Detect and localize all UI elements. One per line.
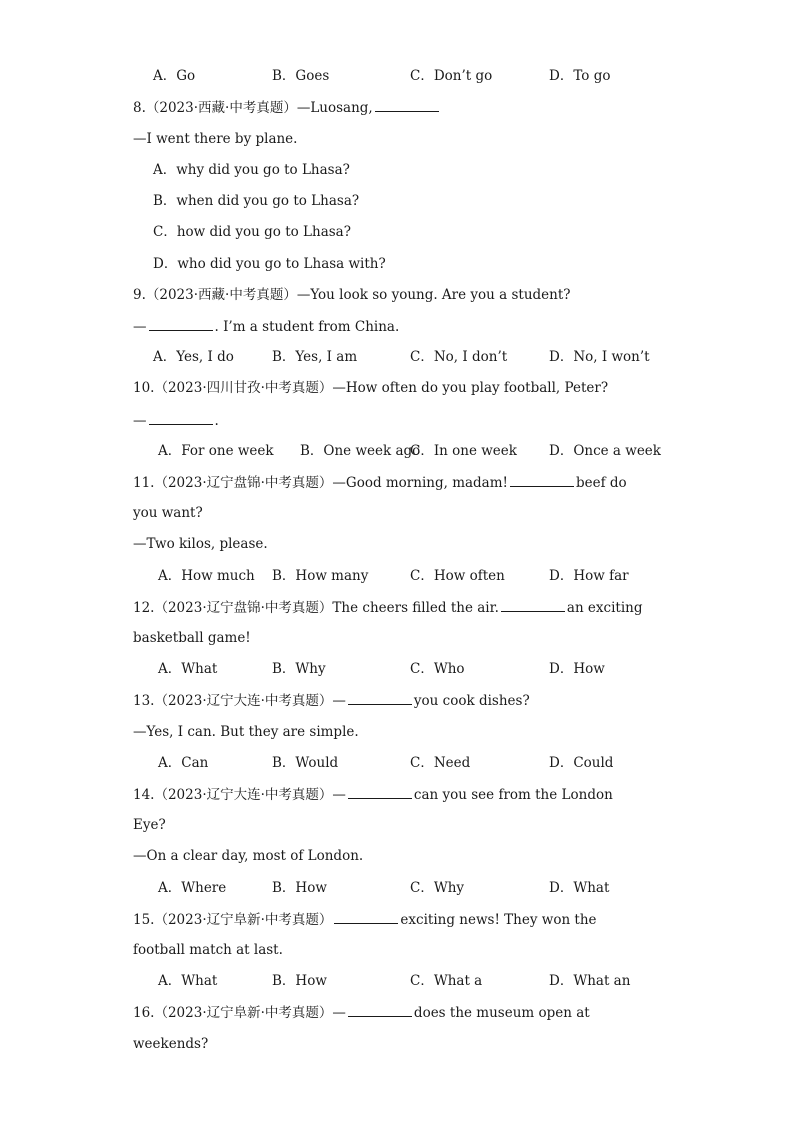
- question-14-options: [0, 879, 794, 897]
- question-stem-text: an exciting: [566, 600, 643, 616]
- question-13-stem: [133, 691, 530, 709]
- option-d: D．who did you go to Lhasa with?: [153, 256, 386, 272]
- answer-blank: [348, 1003, 412, 1017]
- question-stem-text: does the museum open at: [413, 1005, 590, 1021]
- option-b: B．How: [272, 973, 327, 989]
- option-b: B．Would: [272, 755, 339, 771]
- question-16-stem-continued: weekends?: [133, 1036, 209, 1052]
- option-d: D．What: [549, 880, 610, 896]
- option-d: D．Once a week: [549, 443, 661, 459]
- question-14-stem-continued: Eye?: [133, 817, 166, 833]
- question-15-stem: [133, 910, 597, 928]
- option-c: C．Why: [410, 880, 465, 896]
- question-15-options: [0, 972, 794, 990]
- question-11-dialogue: —Two kilos, please.: [133, 536, 268, 552]
- question-11-stem: [133, 473, 627, 491]
- answer-blank: [501, 598, 565, 612]
- question-10-dialogue: [133, 411, 219, 429]
- option-c: C．In one week: [410, 443, 517, 459]
- question-11-stem-continued: you want?: [133, 505, 203, 521]
- dialogue-dash: —: [133, 413, 147, 429]
- dialogue-dash: —: [133, 319, 147, 335]
- option-d: D．No, I won’t: [549, 349, 650, 365]
- option-d: D．How far: [549, 568, 629, 584]
- question-12-stem: [133, 598, 643, 616]
- question-stem-text: 16.（2023·辽宁阜新·中考真题）—: [133, 1005, 346, 1021]
- option-d: D．To go: [549, 68, 611, 84]
- question-stem-text: 13.（2023·辽宁大连·中考真题）—: [133, 693, 346, 709]
- option-a: A．For one week: [158, 443, 274, 459]
- option-a: A．How much: [158, 568, 255, 584]
- option-d: D．What an: [549, 973, 631, 989]
- answer-blank: [149, 411, 213, 425]
- question-10-options: [0, 442, 794, 460]
- option-b: B．when did you go to Lhasa?: [153, 193, 360, 209]
- option-b: B．One week ago: [300, 443, 421, 459]
- option-b: B．How: [272, 880, 327, 896]
- dialogue-text: . I’m a student from China.: [214, 319, 400, 335]
- option-a: A．Go: [153, 68, 196, 84]
- option-a: A．why did you go to Lhasa?: [153, 162, 350, 178]
- question-12-stem-continued: basketball game!: [133, 630, 251, 646]
- question-9-stem: 9.（2023·西藏·中考真题）—You look so young. Are you a student?: [133, 287, 571, 303]
- question-10-stem: 10.（2023·四川甘孜·中考真题）—How often do you play football, Peter?: [133, 380, 609, 396]
- option-a: A．Where: [158, 880, 227, 896]
- question-stem-text: 8.（2023·西藏·中考真题）—Luosang,: [133, 100, 373, 116]
- question-stem-text: 15.（2023·辽宁阜新·中考真题）: [133, 912, 333, 928]
- question-12-options: [0, 660, 794, 678]
- question-stem-text: 12.（2023·辽宁盘锦·中考真题）The cheers filled the air.: [133, 600, 499, 616]
- option-c: C．What a: [410, 973, 483, 989]
- question-11-options: [0, 567, 794, 585]
- option-c: C．Don’t go: [410, 68, 493, 84]
- option-c: C．Who: [410, 661, 465, 677]
- question-7-options: [0, 67, 794, 85]
- option-b: B．Yes, I am: [272, 349, 358, 365]
- option-a: A．What: [158, 661, 218, 677]
- option-a: A．What: [158, 973, 218, 989]
- question-13-dialogue: —Yes, I can. But they are simple.: [133, 724, 359, 740]
- question-16-stem: [133, 1003, 590, 1021]
- option-c: C．Need: [410, 755, 471, 771]
- answer-blank: [375, 98, 439, 112]
- dialogue-text: .: [214, 413, 219, 429]
- option-a: A．Yes, I do: [153, 349, 234, 365]
- answer-blank: [334, 910, 398, 924]
- answer-blank: [510, 473, 574, 487]
- option-d: D．Could: [549, 755, 614, 771]
- option-c: C．How often: [410, 568, 505, 584]
- question-stem-text: 14.（2023·辽宁大连·中考真题）—: [133, 787, 346, 803]
- question-9-options: [0, 348, 794, 366]
- question-stem-text: you cook dishes?: [413, 693, 530, 709]
- option-d: D．How: [549, 661, 605, 677]
- question-stem-text: exciting news! They won the: [400, 912, 597, 928]
- question-stem-text: beef do: [575, 475, 627, 491]
- option-b: B．Goes: [272, 68, 330, 84]
- option-b: B．How many: [272, 568, 369, 584]
- option-a: A．Can: [158, 755, 209, 771]
- option-c: C．how did you go to Lhasa?: [153, 224, 351, 240]
- question-8-dialogue: —I went there by plane.: [133, 131, 298, 147]
- question-stem-text: 11.（2023·辽宁盘锦·中考真题）—Good morning, madam!: [133, 475, 508, 491]
- question-13-options: [0, 754, 794, 772]
- question-15-stem-continued: football match at last.: [133, 942, 283, 958]
- question-stem-text: can you see from the London: [413, 787, 613, 803]
- answer-blank: [149, 317, 213, 331]
- answer-blank: [348, 691, 412, 705]
- question-9-dialogue: [133, 317, 399, 335]
- question-14-dialogue: —On a clear day, most of London.: [133, 848, 364, 864]
- option-c: C．No, I don’t: [410, 349, 508, 365]
- question-8-stem: [133, 98, 441, 116]
- answer-blank: [348, 785, 412, 799]
- option-b: B．Why: [272, 661, 326, 677]
- question-14-stem: [133, 785, 613, 803]
